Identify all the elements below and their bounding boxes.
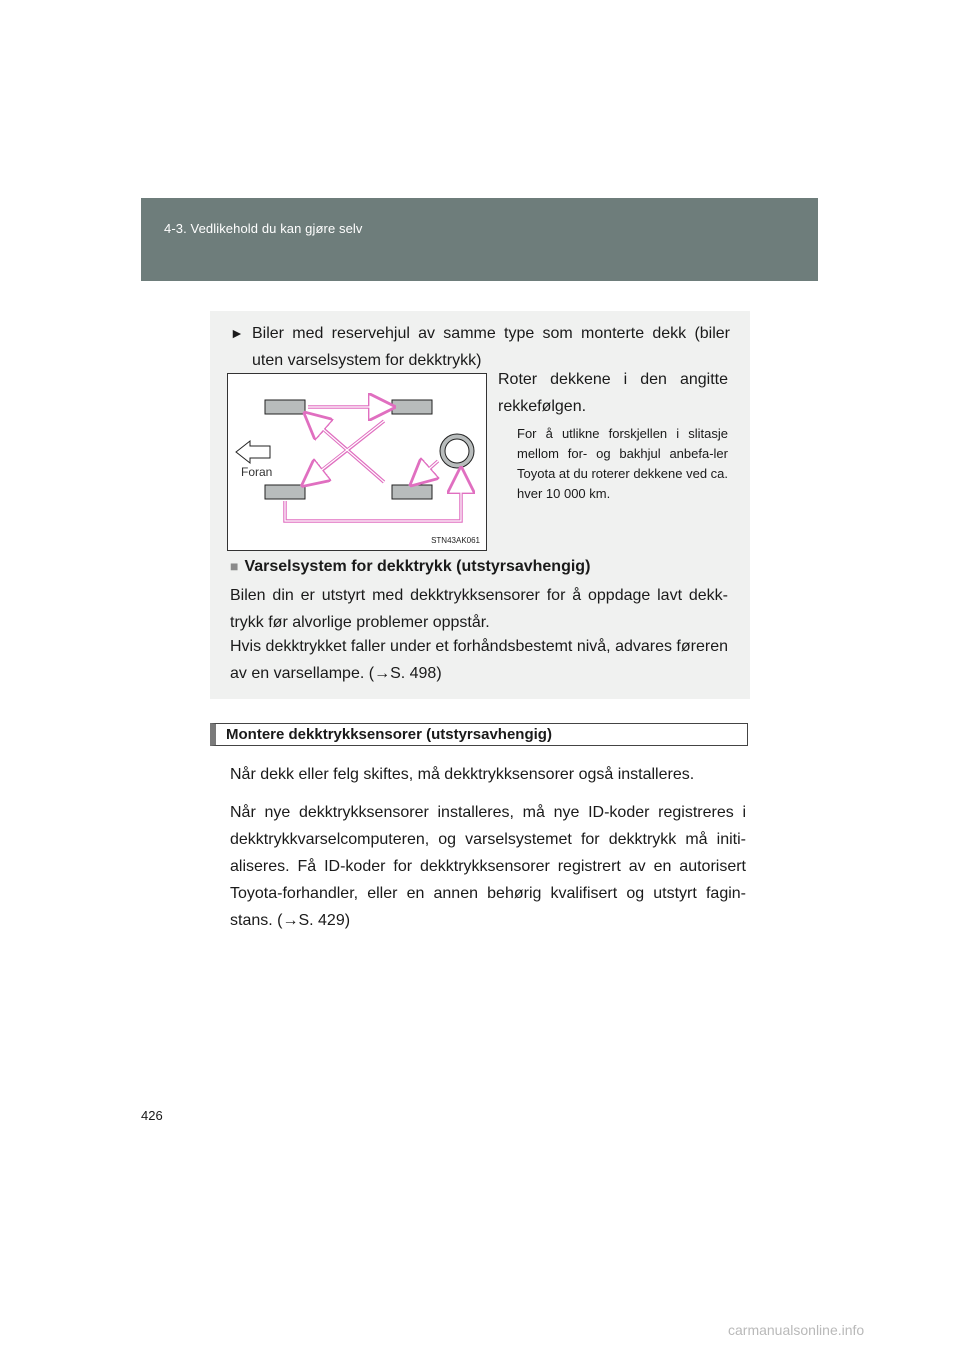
paragraph-warning-text: Hvis dekktrykket faller under et forhåndsbestemt nivå, advares føreren av en varsellampe. ( — [230, 638, 728, 682]
rear-left-tire-icon — [265, 485, 305, 499]
page-number: 426 — [141, 1108, 163, 1123]
rotation-note: For å utlikne forskjellen i slitasje mellom for- og bakhjul anbefa-ler Toyota at du roterer dekkene ved ca. hver 10 000 km. — [517, 426, 729, 501]
watermark: carmanualsonline.info — [728, 1322, 865, 1338]
page-reference-link[interactable]: S. 498) — [390, 665, 442, 682]
chapter-title: 4-3. Vedlikehold du kan gjøre selv — [164, 221, 363, 236]
bullet-text: Biler med reservehjul av samme type som monterte dekk (biler uten varselsystem for dekktrykk) — [252, 325, 730, 369]
tire-rotation-diagram — [227, 373, 487, 551]
triangle-bullet-icon: ► — [230, 325, 244, 341]
front-direction-arrow-icon — [236, 441, 270, 463]
arrow-right-icon: → — [282, 912, 299, 929]
arrow-right-icon: → — [374, 665, 391, 682]
subsection-heading — [230, 554, 730, 579]
subsection-heading-text: Varselsystem for dekktrykk (utstyrsavhengig) — [244, 558, 591, 575]
paragraph-install — [230, 799, 746, 934]
figure-code: STN43AK061 — [431, 536, 480, 545]
paragraph-sensors: Bilen din er utstyrt med dekktrykksensorer for å oppdage lavt dekk-trykk før alvorlige problemer oppstår. — [230, 587, 728, 631]
square-bullet-icon: ■ — [230, 558, 239, 574]
chapter-header — [141, 198, 818, 281]
front-label: Foran — [241, 465, 273, 479]
paragraph-install-text: Når nye dekktrykksensorer installeres, må nye ID-koder registreres i dekktrykkvarselcomputeren, og varselsystemet for dekktrykk må initi-aliseres. Få ID-koder for dekktrykksensorer registrert av en autorisert Toyota-forhandler, eller en annen behørig kvalifisert og utstyrt fagin-stans. ( — [230, 804, 746, 929]
paragraph-replace: Når dekk eller felg skiftes, må dekktrykksensorer også installeres. — [230, 766, 695, 783]
spare-tire-icon — [440, 434, 474, 468]
section-title: Montere dekktrykksensorer (utstyrsavhengig) — [226, 726, 552, 743]
front-right-tire-icon — [392, 400, 432, 414]
arrow-rl-to-spare — [285, 480, 461, 521]
paragraph-warning — [230, 633, 728, 687]
rotation-diagram-svg — [228, 374, 486, 550]
rotation-instruction: Roter dekkene i den angitte rekkefølgen. — [498, 371, 728, 415]
rear-right-tire-icon — [392, 485, 432, 499]
page-reference-link[interactable]: S. 429) — [298, 912, 351, 929]
front-left-tire-icon — [265, 400, 305, 414]
section-header — [210, 723, 748, 746]
